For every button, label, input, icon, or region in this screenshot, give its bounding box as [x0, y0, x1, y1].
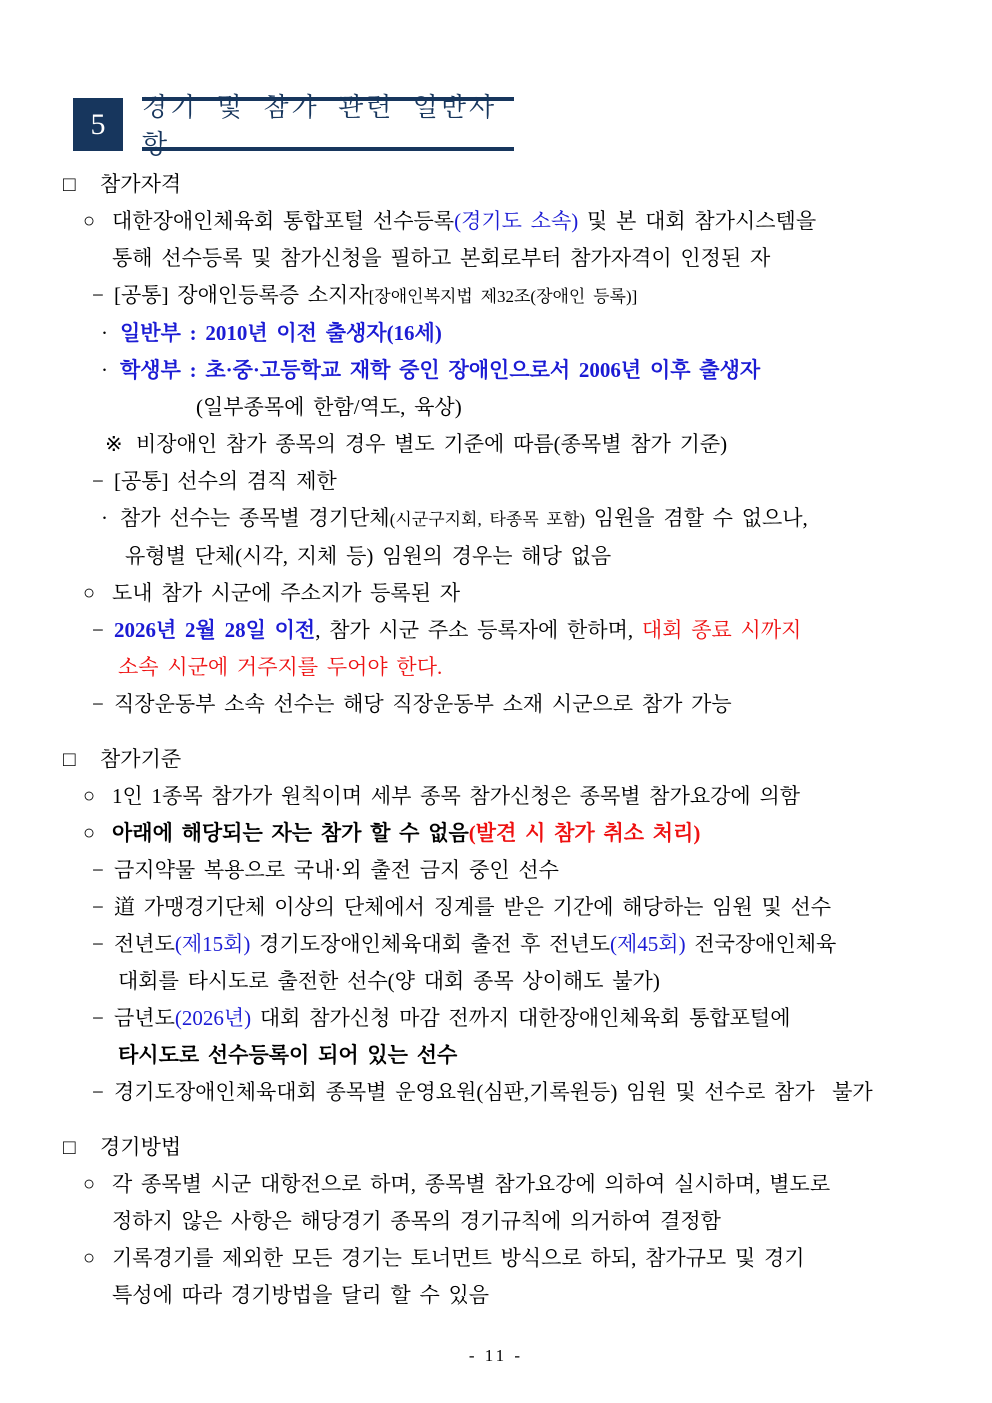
text-segment: (경기도 소속)	[454, 209, 579, 233]
text-line	[0, 1074, 992, 1111]
circle-bullet-icon: ○	[83, 582, 96, 604]
text-line	[0, 575, 992, 612]
text-segment: [공통] 장애인등록증 소지자	[114, 283, 369, 307]
text-line	[0, 1240, 992, 1277]
text-segment: 정하지 않은 사항은 해당경기 종목의 경기규칙에 의거하여 결정함	[112, 1209, 721, 1233]
text-line	[0, 277, 992, 315]
dash-bullet-icon: −	[92, 895, 104, 919]
dash-bullet-icon: −	[92, 1080, 104, 1104]
dash-bullet-icon: −	[92, 469, 104, 493]
text-segment: 기록경기를 제외한 모든 경기는 토너먼트 방식으로 하되, 참가규모 및 경기	[112, 1246, 805, 1270]
text-segment: [장애인복지법 제32조(장애인 등록)]	[368, 287, 638, 306]
text-line	[0, 426, 992, 463]
text-line	[0, 203, 992, 240]
text-line	[0, 612, 992, 649]
text-segment: 대회 종료 시까지	[641, 618, 802, 642]
text-segment: 및 본 대회 참가시스템을	[578, 209, 817, 233]
section-heading	[0, 166, 992, 203]
text-segment: 타시도로 선수등록이 되어 있는 선수	[118, 1043, 458, 1067]
dash-bullet-icon: −	[92, 858, 104, 882]
text-segment: 2026년 2월 28일 이전	[114, 618, 316, 642]
text-segment: [공통] 선수의 겸직 제한	[114, 469, 337, 493]
text-line	[0, 538, 992, 575]
text-segment: 비장애인 참가 종목의 경우 별도 기준에 따름(종목별 참가 기준)	[136, 432, 728, 456]
text-segment: 각 종목별 시군 대항전으로 하며, 종목별 참가요강에 의하여 실시하며, 별도로	[112, 1172, 831, 1196]
text-segment: 경기도장애인체육대회 출전 후 전년도	[250, 932, 610, 956]
text-segment: 일반부 : 2010년 이전 출생자(16세)	[120, 321, 442, 345]
section-heading	[0, 1129, 992, 1166]
text-segment: 道 가맹경기단체 이상의 단체에서 징계를 받은 기간에 해당하는 임원 및 선수	[114, 895, 832, 919]
text-segment: 도내 참가 시군에 주소지가 등록된 자	[112, 581, 461, 605]
circle-bullet-icon: ○	[83, 1247, 96, 1269]
text-segment: 금년도	[114, 1006, 175, 1030]
text-line	[0, 1166, 992, 1203]
text-line	[0, 1277, 992, 1314]
text-line	[0, 240, 992, 277]
text-line	[0, 889, 992, 926]
text-segment: (2026년)	[174, 1006, 252, 1030]
text-line	[0, 815, 992, 852]
text-segment: 참가자격	[100, 172, 182, 196]
section-heading	[0, 741, 992, 778]
text-line	[0, 389, 992, 426]
text-segment: 금지약물 복용으로 국내·외 출전 금지 중인 선수	[114, 858, 559, 882]
text-segment: 대한장애인체육회 통합포털 선수등록	[112, 209, 455, 233]
text-segment: 경기도장애인체육대회 종목별 운영요원(심판,기록원등) 임원 및 선수로 참가 불가	[114, 1080, 873, 1104]
text-segment: 대회를 타시도로 출전한 선수(양 대회 종목 상이해도 불가)	[118, 969, 660, 993]
section-title: 경기 및 참가 관련 일반사항	[142, 97, 514, 151]
text-line	[0, 463, 992, 500]
text-segment: (발견 시 참가 취소 처리)	[468, 821, 701, 845]
circle-bullet-icon: ○	[83, 785, 96, 807]
text-line	[0, 1037, 992, 1074]
square-bullet-icon: □	[63, 172, 76, 196]
circle-bullet-icon: ○	[83, 210, 96, 232]
text-segment: 임원을 겸할 수 없으나,	[584, 506, 808, 530]
text-segment: 아래에 해당되는 자는 참가 할 수 없음	[112, 821, 469, 845]
text-line	[0, 963, 992, 1000]
dot-bullet-icon: ·	[101, 321, 108, 345]
text-line	[0, 649, 992, 686]
text-segment: 경기방법	[100, 1135, 182, 1159]
square-bullet-icon: □	[63, 1135, 76, 1159]
text-line	[0, 352, 992, 389]
text-line	[0, 1203, 992, 1240]
square-bullet-icon: □	[63, 747, 76, 771]
text-segment: (제15회)	[174, 932, 251, 956]
text-segment: (일부종목에 한함/역도, 육상)	[196, 395, 462, 419]
text-segment: 소속 시군에 거주지를 두어야 한다.	[118, 655, 443, 679]
text-segment: 대회 참가신청 마감 전까지 대한장애인체육회 통합포털에	[251, 1006, 791, 1030]
circle-bullet-icon: ○	[83, 1173, 96, 1195]
dash-bullet-icon: −	[92, 692, 104, 716]
dash-bullet-icon: −	[92, 618, 104, 642]
text-line	[0, 315, 992, 352]
text-segment: 전국장애인체육	[685, 932, 837, 956]
text-segment: (제45회)	[610, 932, 686, 956]
text-line	[0, 1000, 992, 1037]
text-segment: 참가 선수는 종목별 경기단체	[120, 506, 390, 530]
dash-bullet-icon: −	[92, 283, 104, 307]
page-number: - 11 -	[468, 1346, 524, 1365]
section-number-badge: 5	[73, 98, 123, 151]
text-line	[0, 686, 992, 723]
text-segment: 1인 1종목 참가가 원칙이며 세부 종목 참가신청은 종목별 참가요강에 의함	[112, 784, 801, 808]
text-segment: 직장운동부 소속 선수는 해당 직장운동부 소재 시군으로 참가 가능	[114, 692, 732, 716]
text-segment: 특성에 따라 경기방법을 달리 할 수 있음	[112, 1283, 490, 1307]
dash-bullet-icon: −	[92, 932, 104, 956]
text-segment: 참가기준	[100, 747, 182, 771]
text-segment: (시군구지회, 타종목 포함)	[389, 510, 585, 529]
text-segment: 전년도	[114, 932, 175, 956]
text-line	[0, 926, 992, 963]
text-segment: 학생부 : 초·중·고등학교 재학 중인 장애인으로서 2006년 이후 출생자	[120, 358, 761, 382]
text-segment: 유형별 단체(시각, 지체 등) 임원의 경우는 해당 없음	[125, 544, 612, 568]
text-line	[0, 500, 992, 538]
text-segment: , 참가 시군 주소 등록자에 한하며,	[315, 618, 642, 642]
reference-mark-icon: ※	[105, 432, 123, 456]
dot-bullet-icon: ·	[101, 358, 108, 382]
document-body	[0, 166, 992, 1314]
text-segment: 통해 선수등록 및 참가신청을 필하고 본회로부터 참가자격이 인정된 자	[112, 246, 771, 270]
dash-bullet-icon: −	[92, 1006, 104, 1030]
dot-bullet-icon: ·	[101, 506, 108, 530]
text-line	[0, 778, 992, 815]
text-line	[0, 852, 992, 889]
circle-bullet-icon: ○	[83, 822, 96, 844]
